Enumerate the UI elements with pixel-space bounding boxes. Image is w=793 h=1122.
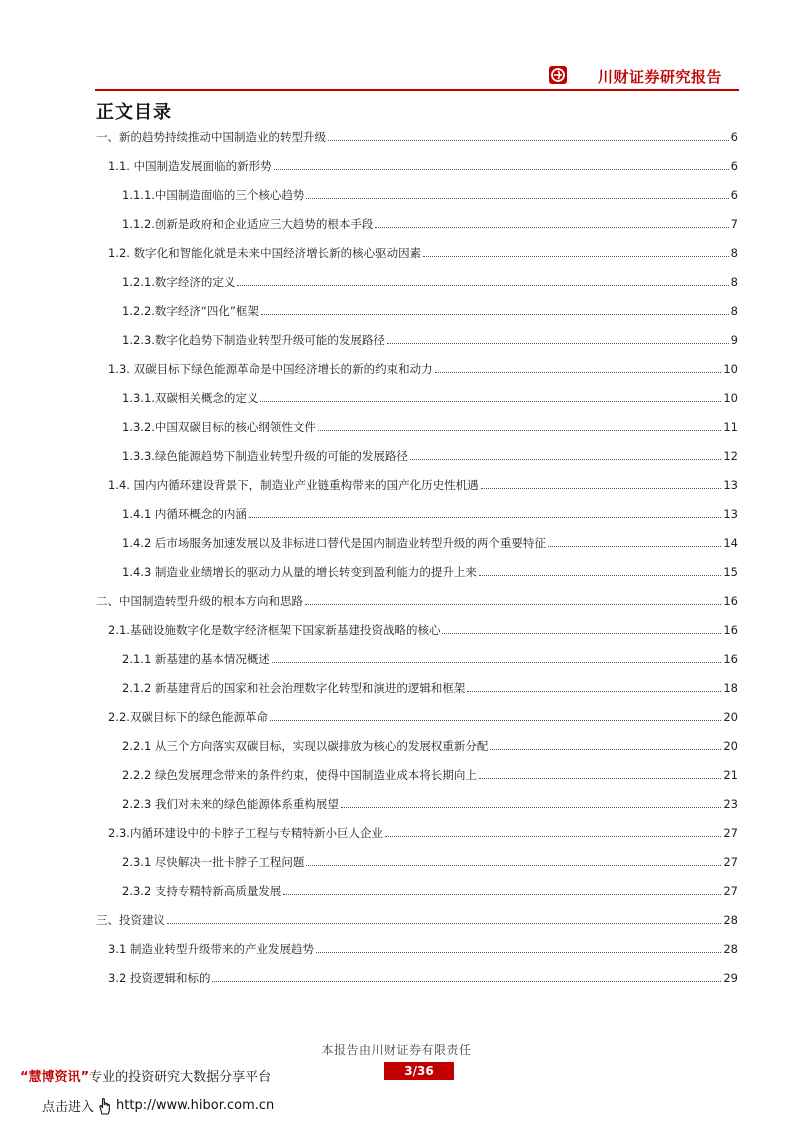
toc-entry-label: 2.1.基础设施数字化是数字经济框架下国家新基建投资战略的核心 — [108, 623, 441, 637]
toc-entry-page: 21 — [723, 768, 738, 782]
toc-entry-page: 7 — [730, 217, 738, 231]
toc-entry-label: 1.3.2.中国双碳目标的核心纲领性文件 — [122, 420, 316, 434]
toc-entry-label: 2.3.1 尽快解决一批卡脖子工程问题 — [122, 855, 305, 869]
toc-entry[interactable] — [122, 651, 738, 667]
toc-leader-dots — [274, 169, 729, 170]
toc-leader-dots — [316, 952, 721, 953]
toc-entry-label: 1.4. 国内内循环建设背景下，制造业产业链重构带来的国产化历史性机遇 — [108, 478, 479, 492]
platform-open-quote: “ — [20, 1070, 29, 1085]
toc-entry-page: 27 — [723, 884, 738, 898]
pointer-hand-icon — [96, 1097, 114, 1115]
toc-entry-label: 1.1. 中国制造发展面临的新形势 — [108, 159, 272, 173]
toc-entry-page: 9 — [730, 333, 738, 347]
toc-entry-page: 16 — [723, 594, 738, 608]
toc-leader-dots — [479, 575, 721, 576]
toc-entry-label: 1.3.1.双碳相关概念的定义 — [122, 391, 259, 405]
toc-leader-dots — [548, 546, 721, 547]
toc-entry-page: 10 — [723, 362, 738, 376]
toc-leader-dots — [270, 720, 721, 721]
toc-entry-page: 8 — [730, 246, 738, 260]
toc-entry[interactable] — [108, 477, 738, 493]
toc-entry-page: 29 — [723, 971, 738, 985]
toc-entry[interactable] — [122, 216, 738, 232]
toc-entry-label: 2.2.1 从三个方向落实双碳目标，实现以碳排放为核心的发展权重新分配 — [122, 739, 489, 753]
toc-entry[interactable] — [122, 854, 738, 870]
toc-entry-label: 1.2.2.数字经济“四化”框架 — [122, 304, 259, 318]
toc-entry[interactable] — [108, 941, 738, 957]
toc-entry[interactable] — [122, 419, 738, 435]
toc-entry-page: 11 — [723, 420, 738, 434]
site-prefix: 点击进入 — [42, 1100, 95, 1115]
toc-entry-page: 16 — [723, 652, 738, 666]
toc-leader-dots — [442, 633, 721, 634]
toc-entry-label: 2.3.内循环建设中的卡脖子工程与专精特新小巨人企业 — [108, 826, 383, 840]
platform-close-quote: ” — [80, 1070, 90, 1085]
toc-leader-dots — [283, 894, 721, 895]
toc-entry[interactable] — [122, 506, 738, 522]
toc-leader-dots — [479, 778, 721, 779]
toc-entry-label: 2.1.1 新基建的基本情况概述 — [122, 652, 270, 666]
toc-entry-label: 二、中国制造转型升级的根本方向和思路 — [96, 594, 303, 608]
toc-entry-page: 12 — [723, 449, 738, 463]
platform-name: 慧博资讯 — [28, 1070, 81, 1085]
toc-entry-page: 20 — [723, 739, 738, 753]
toc-entry-label: 1.4.2 后市场服务加速发展以及非标进口替代是国内制造业转型升级的两个重要特征 — [122, 536, 546, 550]
toc-entry-label: 2.2.2 绿色发展理念带来的条件约束，使得中国制造业成本将长期向上 — [122, 768, 477, 782]
toc-entry-label: 3.2 投资逻辑和标的 — [108, 971, 211, 985]
toc-entry-page: 28 — [723, 913, 738, 927]
toc-leader-dots — [341, 807, 721, 808]
toc-entry[interactable] — [108, 709, 738, 725]
toc-entry-label: 2.2.双碳目标下的绿色能源革命 — [108, 710, 268, 724]
toc-leader-dots — [435, 372, 722, 373]
brand-title: 川财证券研究报告 — [598, 68, 723, 86]
toc-entry-page: 28 — [723, 942, 738, 956]
toc-entry-page: 16 — [723, 623, 738, 637]
toc-entry[interactable] — [122, 187, 738, 203]
toc-entry[interactable] — [96, 593, 738, 609]
toc-entry-label: 1.4.3 制造业业绩增长的驱动力从量的增长转变到盈利能力的提升上来 — [122, 565, 477, 579]
toc-leader-dots — [481, 488, 722, 489]
toc-title: 正文目录 — [96, 102, 172, 123]
toc-entry[interactable] — [108, 622, 738, 638]
toc-entry-label: 2.1.2 新基建背后的国家和社会治理数字化转型和演进的逻辑和框架 — [122, 681, 466, 695]
toc-entry[interactable] — [108, 970, 738, 986]
toc-leader-dots — [305, 604, 721, 605]
toc-leader-dots — [385, 836, 721, 837]
toc-entry-page: 8 — [730, 275, 738, 289]
toc-entry-label: 2.2.3 我们对未来的绿色能源体系重构展望 — [122, 797, 339, 811]
toc-entry[interactable] — [108, 245, 738, 261]
toc-leader-dots — [387, 343, 729, 344]
toc-entry[interactable] — [122, 883, 738, 899]
platform-desc: 专业的投资研究大数据分享平台 — [89, 1070, 272, 1085]
toc-entry-label: 2.3.2 支持专精特新高质量发展 — [122, 884, 282, 898]
footer-note: 本报告由川财证券有限责任 — [321, 1043, 472, 1057]
toc-entry-page: 6 — [730, 188, 738, 202]
toc-leader-dots — [375, 227, 728, 228]
toc-entry-page: 13 — [723, 507, 738, 521]
toc-entry-label: 1.2. 数字化和智能化就是未来中国经济增长新的核心驱动因素 — [108, 246, 422, 260]
platform-banner[interactable] — [20, 1066, 271, 1085]
toc-leader-dots — [212, 981, 721, 982]
toc-entry[interactable] — [108, 158, 738, 174]
toc-entry-page: 15 — [723, 565, 738, 579]
toc-entry[interactable] — [122, 796, 738, 812]
toc-leader-dots — [272, 662, 721, 663]
toc-entry-page: 18 — [723, 681, 738, 695]
toc-entry-page: 6 — [730, 159, 738, 173]
toc-entry-page: 10 — [723, 391, 738, 405]
toc-entry-label: 3.1 制造业转型升级带来的产业发展趋势 — [108, 942, 314, 956]
toc-leader-dots — [328, 140, 729, 141]
toc-entry[interactable] — [96, 912, 738, 928]
toc-leader-dots — [467, 691, 721, 692]
toc-entry-page: 13 — [723, 478, 738, 492]
toc-entry-label: 1.3.3.绿色能源趋势下制造业转型升级的可能的发展路径 — [122, 449, 408, 463]
site-link[interactable] — [42, 1096, 274, 1115]
toc-entry[interactable] — [122, 448, 738, 464]
toc-entry[interactable] — [108, 361, 738, 377]
toc-entry-page: 6 — [730, 130, 738, 144]
toc-entry-page: 20 — [723, 710, 738, 724]
toc-entry-label: 1.4.1 内循环概念的内涵 — [122, 507, 247, 521]
toc-entry-page: 27 — [723, 826, 738, 840]
site-url: http://www.hibor.com.cn — [116, 1098, 275, 1113]
toc-entry-page: 23 — [723, 797, 738, 811]
toc-entry[interactable] — [122, 390, 738, 406]
toc-leader-dots — [490, 749, 721, 750]
toc-leader-dots — [410, 459, 721, 460]
toc-leader-dots — [306, 198, 728, 199]
toc-leader-dots — [318, 430, 721, 431]
toc-leader-dots — [306, 865, 721, 866]
toc-entry[interactable] — [122, 680, 738, 696]
page-number: 3/36 — [384, 1062, 454, 1080]
toc-entry-label: 一、新的趋势持续推动中国制造业的转型升级 — [96, 130, 326, 144]
toc-entry[interactable] — [122, 274, 738, 290]
toc-leader-dots — [249, 517, 721, 518]
toc-entry-label: 三、投资建议 — [96, 913, 165, 927]
toc-entry-page: 14 — [723, 536, 738, 550]
toc-entry[interactable] — [122, 564, 738, 580]
toc-entry-label: 1.2.1.数字经济的定义 — [122, 275, 236, 289]
toc-entry-page: 27 — [723, 855, 738, 869]
toc-entry[interactable] — [122, 303, 738, 319]
toc-entry[interactable] — [108, 825, 738, 841]
toc-entry[interactable] — [122, 767, 738, 783]
toc-entry-page: 8 — [730, 304, 738, 318]
toc-entry[interactable] — [122, 535, 738, 551]
toc-entry-label: 1.1.2.创新是政府和企业适应三大趋势的根本手段 — [122, 217, 374, 231]
toc-leader-dots — [167, 923, 721, 924]
toc-leader-dots — [261, 314, 729, 315]
toc-entry-label: 1.3. 双碳目标下绿色能源革命是中国经济增长的新的约束和动力 — [108, 362, 433, 376]
toc-entry-label: 1.1.1.中国制造面临的三个核心趋势 — [122, 188, 305, 202]
toc-leader-dots — [237, 285, 728, 286]
toc-leader-dots — [423, 256, 729, 257]
toc-entry[interactable] — [122, 738, 738, 754]
toc-entry[interactable] — [96, 129, 738, 145]
toc-entry-label: 1.2.3.数字化趋势下制造业转型升级可能的发展路径 — [122, 333, 385, 347]
toc-leader-dots — [260, 401, 721, 402]
toc-entry[interactable] — [122, 332, 738, 348]
